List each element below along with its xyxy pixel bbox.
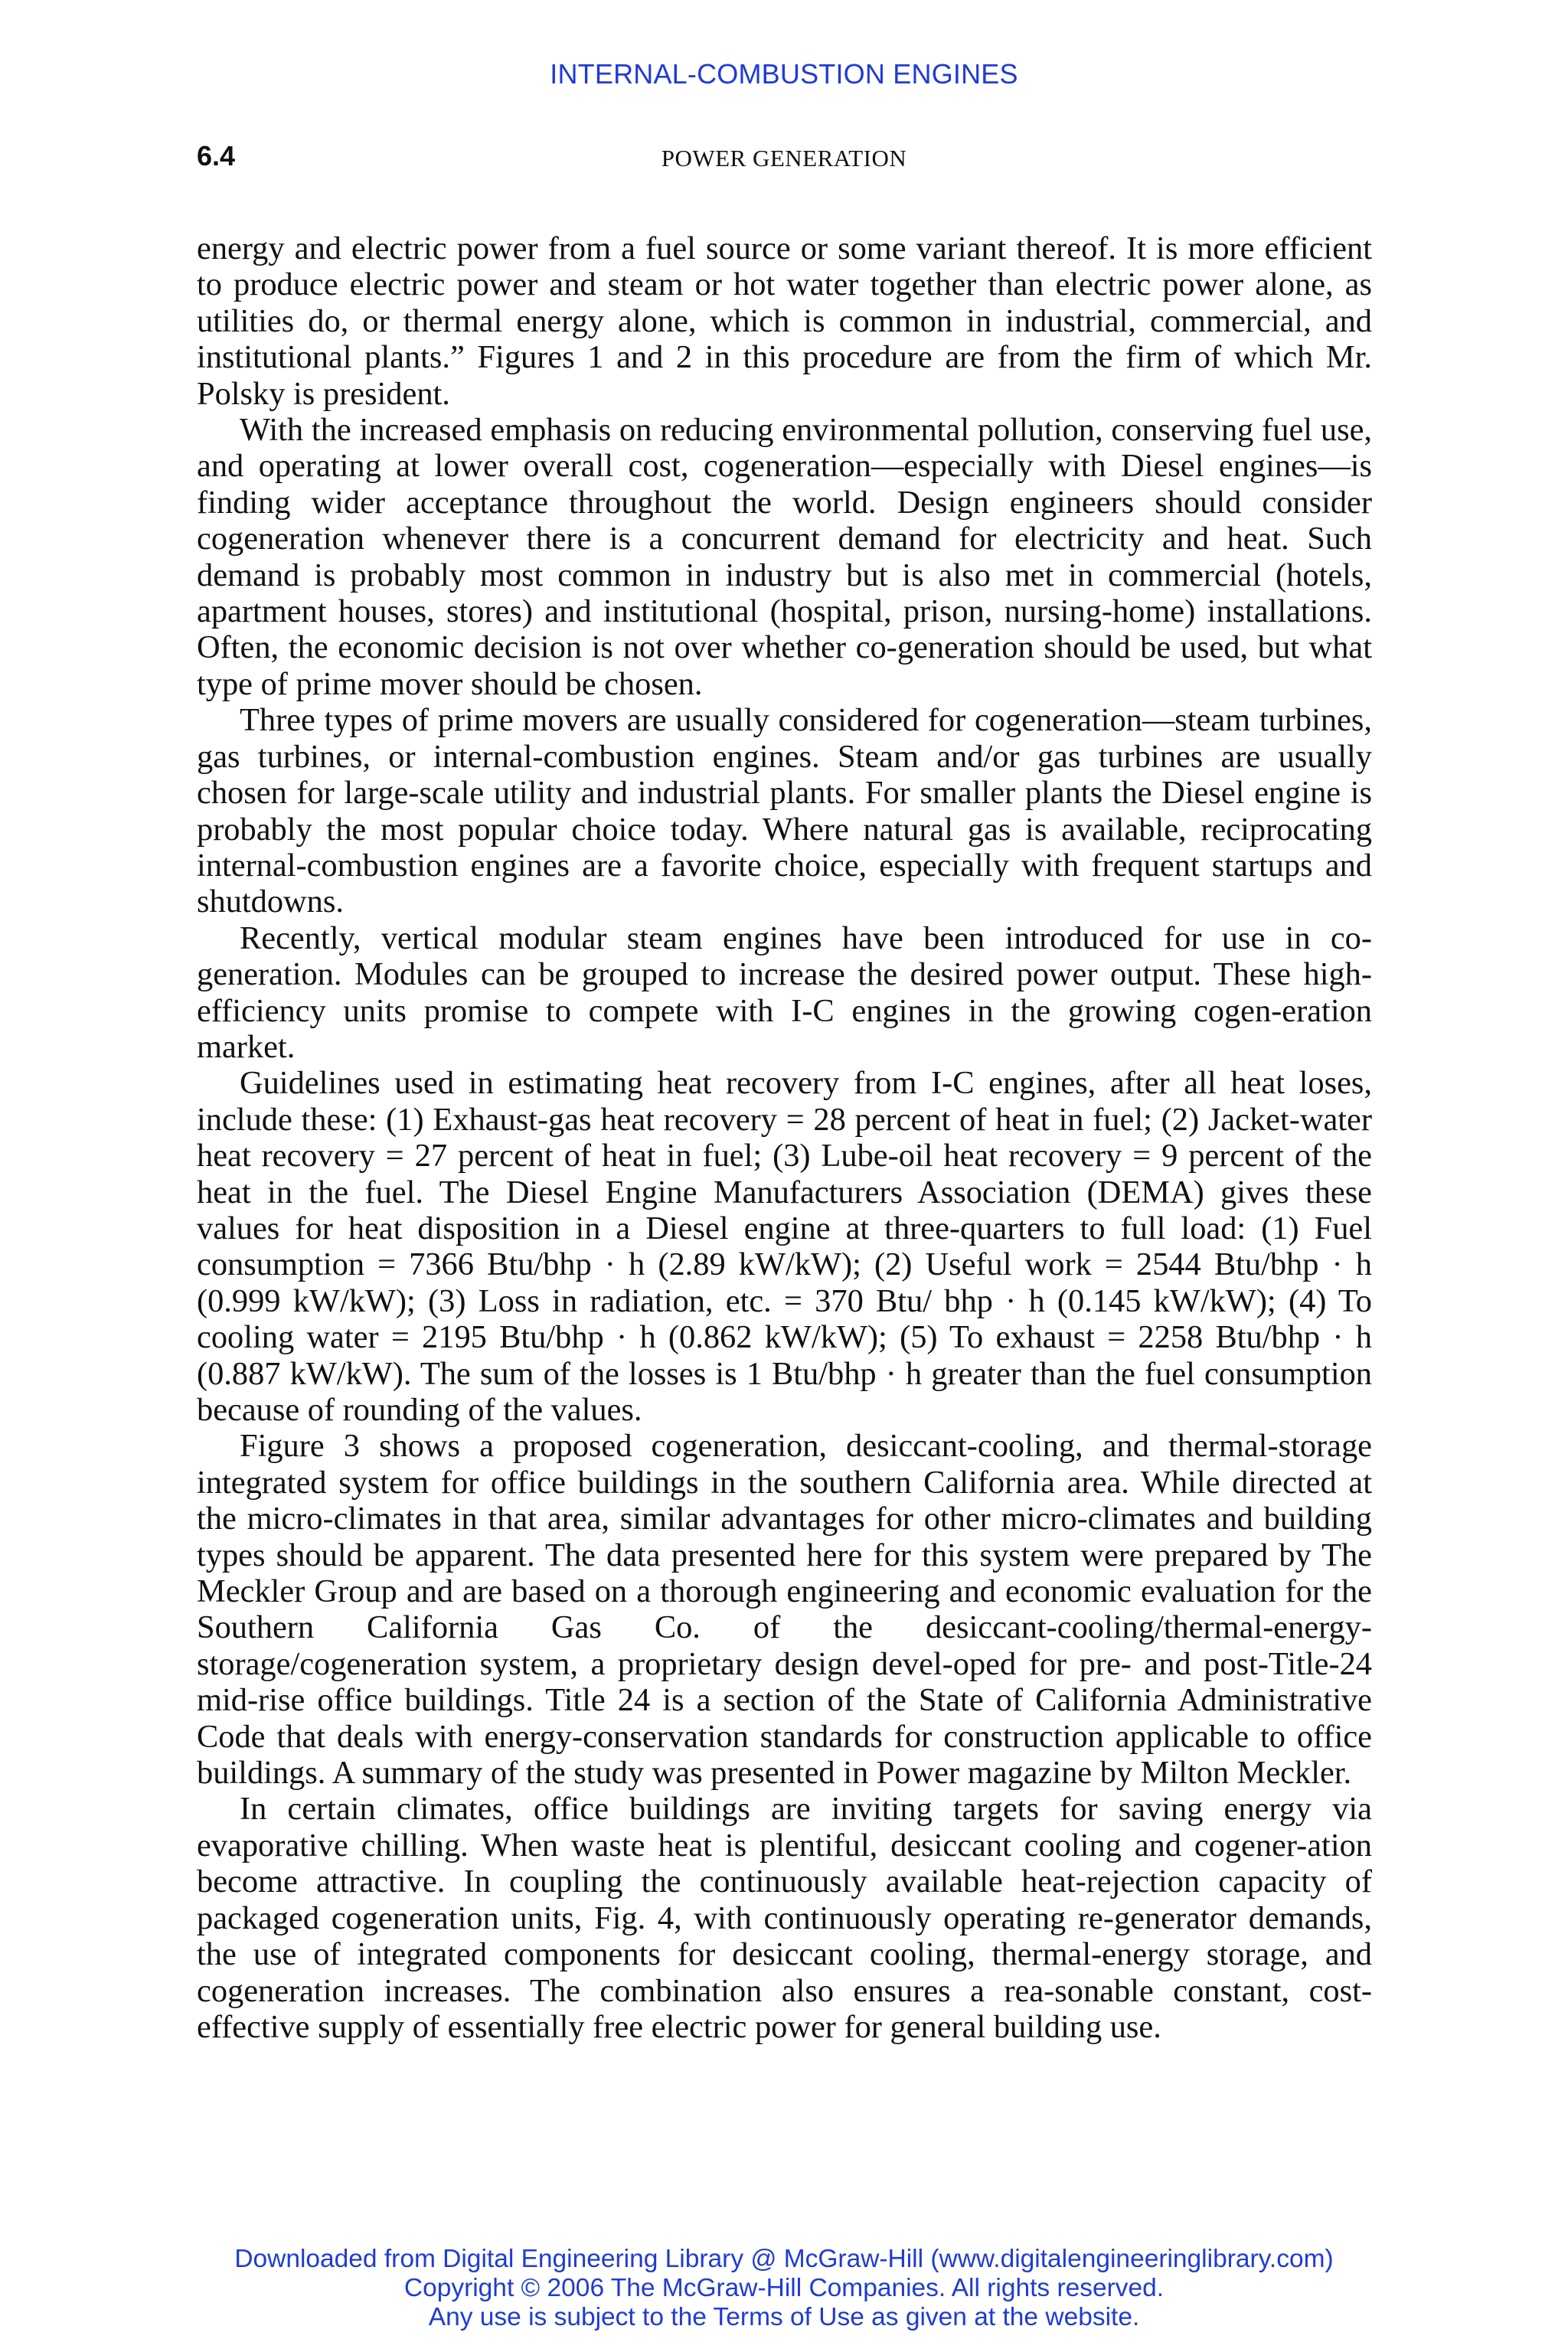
body-text <box>197 230 1372 2045</box>
paragraph-6: Figure 3 shows a proposed cogeneration, desiccant-cooling, and thermal-storage integrated system for office buildings in the southern California area. While directed at the micro-climates in that area, similar advantages for other micro-climates and building types should be apparent. The data presented here for this system were prepared by The Meckler Group and are based on a thorough engineering and economic evaluation for the Southern California Gas Co. of the desiccant-cooling/thermal-energy-storage/cogeneration system, a proprietary design devel-oped for pre- and post-Title-24 mid-rise office buildings. Title 24 is a section of the State of California Administrative Code that deals with energy-conservation standards for construction applicable to office buildings. A summary of the study was presented in Power magazine by Milton Meckler. <box>197 1428 1372 1792</box>
paragraph-2: With the increased emphasis on reducing environmental pollution, conserving fuel use, and operating at lower overall cost, cogeneration—especially with Diesel engines—is finding wider acceptance throughout the world. Design engineers should consider cogeneration whenever there is a concurrent demand for electricity and heat. Such demand is probably most common in industry but is also met in commercial (hotels, apartment houses, stores) and institutional (hospital, prison, nursing-home) installations. Often, the economic decision is not over whether co-generation should be used, but what type of prime mover should be chosen. <box>197 412 1372 702</box>
paragraph-5: Guidelines used in estimating heat recovery from I-C engines, after all heat loses, include these: (1) Exhaust-gas heat recovery = 28 percent of heat in fuel; (2) Jacket-water heat recovery = 27 percent of heat in fuel; (3) Lube-oil heat recovery = 9 percent of the heat in the fuel. The Diesel Engine Manufacturers Association (DEMA) gives these values for heat disposition in a Diesel engine at three-quarters to full load: (1) Fuel consumption = 7366 Btu/bhp · h (2.89 kW/kW); (2) Useful work = 2544 Btu/bhp · h (0.999 kW/kW); (3) Loss in radiation, etc. = 370 Btu/ bhp · h (0.145 kW/kW); (4) To cooling water = 2195 Btu/bhp · h (0.862 kW/kW); (5) To exhaust = 2258 Btu/bhp · h (0.887 kW/kW). The sum of the losses is 1 Btu/bhp · h greater than the fuel consumption because of rounding of the values. <box>197 1065 1372 1428</box>
chapter-title-link[interactable]: INTERNAL-COMBUSTION ENGINES <box>550 58 1018 90</box>
terms-of-use-link[interactable]: Any use is subject to the Terms of Use as given at the website. <box>428 2303 1140 2331</box>
download-source-link[interactable]: Downloaded from Digital Engineering Library @ McGraw-Hill (www.digitalengineeringlibrary.com) <box>234 2245 1334 2273</box>
running-head: POWER GENERATION <box>661 145 907 172</box>
copyright-line: Copyright © 2006 The McGraw-Hill Companies. All rights reserved. <box>403 2274 1165 2302</box>
footer <box>0 2245 1568 2332</box>
paragraph-4: Recently, vertical modular steam engines have been introduced for use in co-generation. Modules can be grouped to increase the desired power output. These high-efficiency units promise to compete with I-C engines in the growing cogen-eration market. <box>197 920 1372 1065</box>
page-number: 6.4 <box>197 140 236 172</box>
paragraph-3: Three types of prime movers are usually considered for cogeneration—steam turbines, gas turbines, or internal-combustion engines. Steam and/or gas turbines are usually chosen for large-scale utility and industrial plants. For smaller plants the Diesel engine is probably the most popular choice today. Where natural gas is available, reciprocating internal-combustion engines are a favorite choice, especially with frequent startups and shutdowns. <box>197 702 1372 920</box>
paragraph-1: energy and electric power from a fuel source or some variant thereof. It is more efficient to produce electric power and steam or hot water together than electric power alone, as utilities do, or thermal energy alone, which is common in industrial, commercial, and institutional plants.” Figures 1 and 2 in this procedure are from the firm of which Mr. Polsky is president. <box>197 230 1372 412</box>
paragraph-7: In certain climates, office buildings are inviting targets for saving energy via evaporative chilling. When waste heat is plentiful, desiccant cooling and cogener-ation become attractive. In coupling the continuously available heat-rejection capacity of packaged cogeneration units, Fig. 4, with continuously operating re-generator demands, the use of integrated components for desiccant cooling, thermal-energy storage, and cogeneration increases. The combination also ensures a rea-sonable constant, cost-effective supply of essentially free electric power for general building use. <box>197 1791 1372 2045</box>
